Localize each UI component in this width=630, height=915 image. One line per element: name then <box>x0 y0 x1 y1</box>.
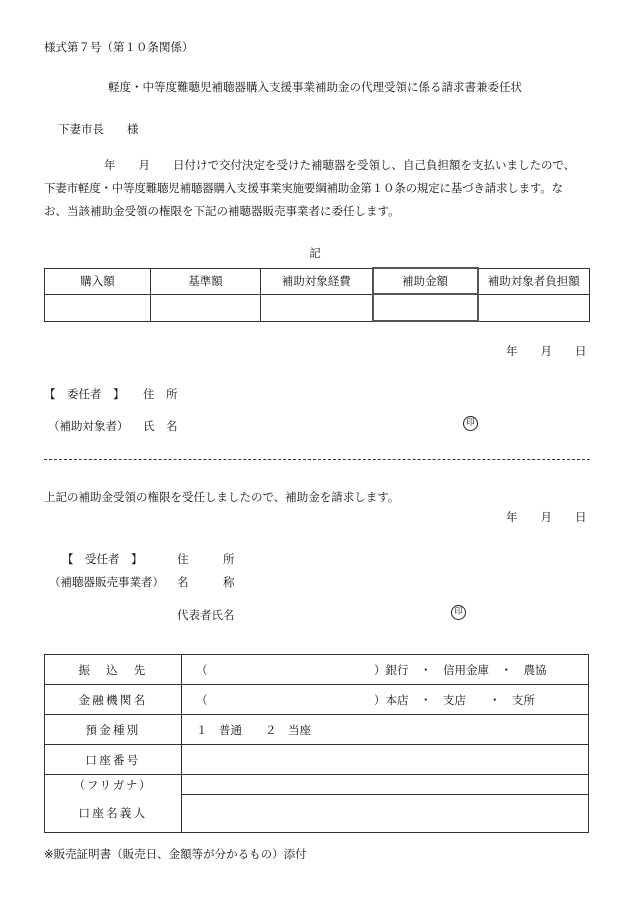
kikan-label: 金融機関名 <box>45 685 182 715</box>
delegatee-bracket-label: 【 受任者 】 <box>62 552 143 566</box>
delegatee-name-label: 名 称 <box>177 575 235 589</box>
bank-row-meigi <box>45 795 589 833</box>
header-eligible-expense: 補助対象経費 <box>261 268 373 294</box>
document-title: 軽度・中等度難聴児補聴器購入支援事業補助金の代理受領に係る請求書兼委任状 <box>108 80 522 94</box>
cut-line <box>44 459 590 460</box>
shubetsu-label: 預金種別 <box>45 715 182 745</box>
delegatee-role-label: （補聴器販売事業者） <box>49 575 164 589</box>
representative-label: 代表者氏名 <box>177 608 235 622</box>
bank-row-furikomisaki <box>45 655 589 685</box>
header-self-burden: 補助対象者負担額 <box>478 268 590 294</box>
body-line-3: お、当該補助金受領の権限を下記の補聴器販売事業者に委任します。 <box>44 204 400 218</box>
acceptance-text: 上記の補助金受領の権限を受任しましたので、補助金を請求します。 <box>44 490 400 504</box>
furigana-field[interactable] <box>182 775 589 795</box>
addressee: 下妻市長 様 <box>58 122 139 136</box>
body-line-2: 下妻市軽度・中等度難聴児補聴器購入支援事業実施要綱補助金第１０条の規定に基づき請求します。な <box>44 181 563 195</box>
bank-row-kikan <box>45 685 589 715</box>
summary-value-row <box>45 294 590 321</box>
kikan-options: ）本店 ・ 支店 ・ 支所 <box>374 692 535 707</box>
summary-header-row <box>45 268 590 294</box>
self-burden-cell[interactable] <box>478 294 590 321</box>
delegator-address-label: 住 所 <box>143 387 178 401</box>
bank-row-furigana <box>45 775 589 795</box>
furikomisaki-field[interactable] <box>182 655 589 685</box>
purchase-amount-cell[interactable] <box>45 294 151 321</box>
furigana-label: （フリガナ） <box>45 775 182 795</box>
date-1: 年 月 日 <box>506 344 587 358</box>
account-holder-field[interactable] <box>182 795 589 833</box>
shubetsu-field[interactable]: １ 普通 ２ 当座 <box>182 715 589 745</box>
body-line-1: 年 月 日付けで交付決定を受けた補聴器を受領し、自己負担額を支払いましたので、 <box>104 158 576 172</box>
bank-row-bango <box>45 745 589 775</box>
header-standard-amount: 基準額 <box>151 268 261 294</box>
header-subsidy-amount: 補助金額 <box>373 268 478 294</box>
account-number-field[interactable] <box>182 745 589 775</box>
bank-account-table <box>44 654 589 833</box>
kikan-field[interactable] <box>182 685 589 715</box>
ki-label: 記 <box>309 246 321 260</box>
seal-icon: 印 <box>463 416 478 431</box>
delegator-bracket-label: 【 委任者 】 <box>44 387 125 401</box>
standard-amount-cell[interactable] <box>151 294 261 321</box>
delegator-role-label: （補助対象者） <box>48 419 129 433</box>
furikomisaki-options: ）銀行 ・ 信用金庫 ・ 農協 <box>374 662 547 677</box>
kikan-open: （ <box>196 692 208 707</box>
form-number: 様式第７号（第１０条関係） <box>44 40 194 54</box>
meigi-label: 口座名義人 <box>45 795 182 833</box>
bank-row-shubetsu <box>45 715 589 745</box>
delegator-name-label: 氏 名 <box>143 419 178 433</box>
furikomisaki-open: （ <box>196 662 208 677</box>
eligible-expense-cell[interactable] <box>261 294 373 321</box>
delegatee-address-label: 住 所 <box>177 552 235 566</box>
bango-label: 口座番号 <box>45 745 182 775</box>
seal-icon: 印 <box>451 605 466 620</box>
subsidy-amount-cell[interactable] <box>373 294 478 321</box>
date-2: 年 月 日 <box>506 510 587 524</box>
header-purchase-amount: 購入額 <box>45 268 151 294</box>
footnote: ※販売証明書（販売日、金額等が分かるもの）添付 <box>44 847 307 861</box>
furikomisaki-label: 振 込 先 <box>45 655 182 685</box>
summary-table <box>44 267 590 322</box>
request-body <box>44 154 592 223</box>
